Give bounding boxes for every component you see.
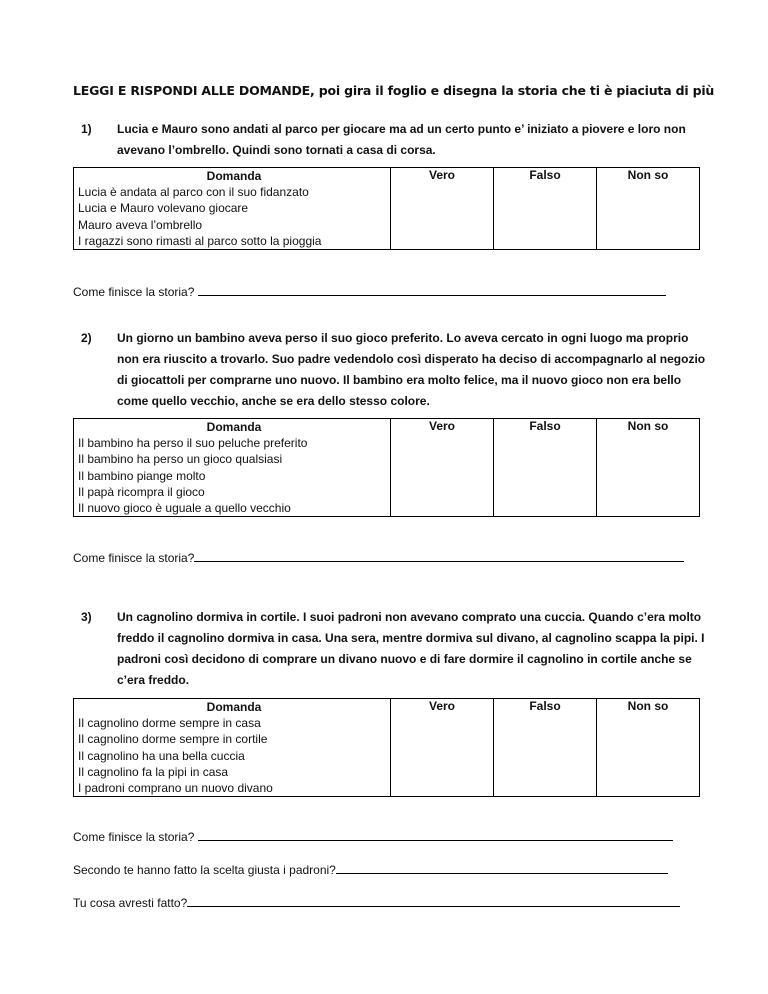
- answer-blank[interactable]: [336, 862, 668, 874]
- answer-table-3: [73, 698, 700, 797]
- column-header-domanda: Domanda: [206, 169, 262, 183]
- answer-line-1[interactable]: [73, 284, 666, 299]
- statement: I padroni comprano un nuovo divano: [78, 780, 273, 795]
- column-header-domanda: Domanda: [206, 420, 262, 434]
- statement: Lucia e Mauro volevano giocare: [78, 201, 249, 216]
- statements-cell: [74, 168, 391, 250]
- answer-table-2: [73, 418, 700, 517]
- column-header-non-so: Non so: [597, 419, 700, 517]
- question-text: Lucia e Mauro sono andati al parco per giocare ma ad un certo punto e’ iniziato a piovere e loro non avevano l’ombrello. Quindi sono tornati a casa di corsa.: [117, 122, 686, 157]
- column-header-vero: Vero: [391, 419, 494, 517]
- column-header-vero: Vero: [391, 168, 494, 250]
- column-header-falso: Falso: [494, 168, 597, 250]
- question-number: 2): [81, 331, 92, 345]
- statement: Il bambino ha perso un gioco qualsiasi: [78, 452, 283, 467]
- statement: Mauro aveva l’ombrello: [78, 217, 203, 232]
- column-header-falso: Falso: [494, 419, 597, 517]
- answer-line-what-would-you-do[interactable]: [73, 895, 680, 910]
- answer-blank[interactable]: [187, 895, 680, 907]
- statement: Il cagnolino dorme sempre in cortile: [78, 732, 268, 747]
- statement: Il cagnolino dorme sempre in casa: [78, 716, 261, 731]
- statement: Lucia è andata al parco con il suo fidanzato: [78, 185, 309, 200]
- column-header-non-so: Non so: [597, 168, 700, 250]
- question-1: [81, 119, 706, 161]
- answer-prompt: Secondo te hanno fatto la scelta giusta i padroni?: [73, 863, 336, 877]
- statements-cell: [74, 699, 391, 797]
- answer-line-opinion[interactable]: [73, 862, 668, 877]
- question-3: [81, 607, 706, 691]
- statement: Il bambino piange molto: [78, 468, 206, 483]
- answer-prompt: Come finisce la storia?: [73, 830, 198, 844]
- answer-prompt: Tu cosa avresti fatto?: [73, 896, 188, 910]
- statement: Il cagnolino fa la pipi in casa: [78, 764, 229, 779]
- statement: Il nuovo gioco è uguale a quello vecchio: [78, 500, 291, 515]
- statement: Il cagnolino ha una bella cuccia: [78, 748, 245, 763]
- question-number: 3): [81, 610, 92, 624]
- column-header-vero: Vero: [391, 699, 494, 797]
- answer-prompt: Come finisce la storia?: [73, 285, 198, 299]
- answer-line-2[interactable]: [73, 550, 684, 565]
- worksheet-title: LEGGI E RISPONDI ALLE DOMANDE, poi gira il foglio e disegna la storia che ti è piaciuta di più: [73, 83, 715, 98]
- statements-cell: [74, 419, 391, 517]
- answer-line-3[interactable]: [73, 829, 673, 844]
- question-number: 1): [81, 122, 92, 136]
- answer-blank[interactable]: [198, 829, 673, 841]
- statement: I ragazzi sono rimasti al parco sotto la pioggia: [78, 233, 322, 248]
- column-header-domanda: Domanda: [206, 700, 262, 714]
- column-header-falso: Falso: [494, 699, 597, 797]
- answer-blank[interactable]: [198, 284, 666, 296]
- answer-blank[interactable]: [194, 550, 684, 562]
- answer-prompt: Come finisce la storia?: [73, 551, 195, 565]
- answer-table-1: [73, 167, 700, 250]
- question-text: Un giorno un bambino aveva perso il suo gioco preferito. Lo aveva cercato in ogni luogo ma proprio non era riuscito a trovarlo. Suo padre vedendolo così disperato ha deciso di accompagnarlo al negozio di giocattoli per comprarne uno nuovo. Il bambino era molto felice, ma il nuovo gioco non era bello come quello vecchio, anche se era dello stesso colore.: [117, 331, 706, 408]
- question-2: [81, 328, 706, 412]
- column-header-non-so: Non so: [597, 699, 700, 797]
- statement: Il bambino ha perso il suo peluche preferito: [78, 436, 308, 451]
- statement: Il papà ricompra il gioco: [78, 484, 205, 499]
- question-text: Un cagnolino dormiva in cortile. I suoi padroni non avevano comprato una cuccia. Quando c’era molto freddo il cagnolino dormiva in casa. Una sera, mentre dormiva sul divano, al cagnolino scappa la pipi. I padroni così decidono di comprare un divano nuovo e di fare dormire il cagnolino in cortile anche se c’era freddo.: [117, 610, 705, 687]
